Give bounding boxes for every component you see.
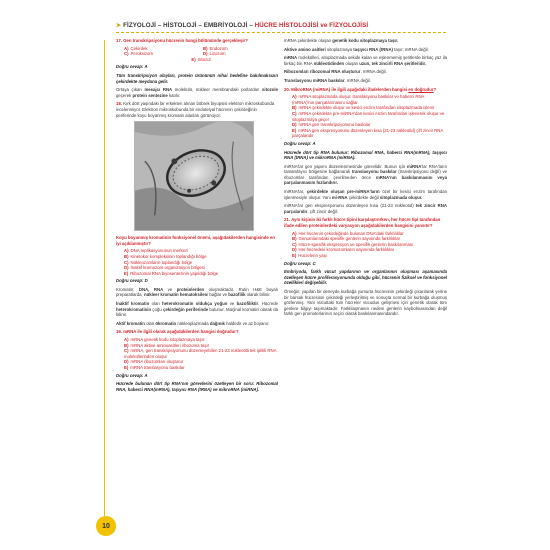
- question-20-options: [292, 94, 447, 139]
- option-b[interactable]: B) Endozom: [203, 45, 228, 51]
- option-b[interactable]: B) Kinetokor kompleksinin toplandığı bölge: [124, 253, 207, 259]
- option-a[interactable]: A) mRNA sitoplazmada oluşur, translasyonu baskılar ve haberci RNA (mRNA)'nın parçalanmasını sağlar: [292, 94, 425, 105]
- explanation-19-p3: mRNA molekülleri, sitoplazmada sekide kalan ve eşlenmemiş şeritlerde birkaç yüz ila birkaç bin RNA nükleotidinden oluşan uzun, tek zincirli RNA şeritleridir.: [284, 55, 447, 66]
- question-18: [116, 101, 278, 118]
- answer-20: Doğru cevap: A: [284, 140, 316, 146]
- option-d[interactable]: D) mRNA ribozomları oluşturur: [124, 359, 184, 365]
- explanation-21-summary: Embriyoda, farklı vücut yapılarının ve organlarının oluşması aşamasında özelleşen hücre proliferasyonunda olduğu gibi, hücrenin fiziksel ve fonksiyonel özellikleri değişebilir.: [284, 269, 447, 286]
- left-column: [116, 38, 278, 395]
- explanation-21-p1: Örneğin; yapılan bir deneyde kurbağa yumurta hücresinin çekirdeği çıkarılarak yerine bir barsak hücresinin çekirdeği yerleştirilmiş ve sonuçta normal bir kurbağa oluşmuş gözlenmiş. Yani vücuttaki tüm hücreler vücudun gelişmesi için genetik olarak tüm genlere bilgiyi taşımaktadır. Farklılaşmanın nedeni genlerin kaybolmasından değil farklı gen promoterlarının seçici olarak baskılanmasındandır.: [284, 288, 447, 317]
- question-text: Aynı kişinin iki farklı hücre tipini karşılaştırırken, her hücre tipi tarafından ifade edilen proteinlerdeki varyasyon aşağıdakilerden hangisini yansıtır?: [284, 217, 441, 229]
- question-number: 17.: [116, 38, 122, 43]
- question-text: Koyu boyanmış kromatinin fonksiyonel önemi, aşağıdakilerden hangisinde en iyi açıklanmıştır?: [116, 235, 276, 246]
- option-e[interactable]: E) mRNA gen ekspresyonunu düzenleyen kısa (21-23 nükleotid) çift zincir RNA parçalarıdır: [292, 127, 444, 139]
- question-text: mRNA ile ilgili olarak aşağıdakilerden hangisi doğrudur?: [123, 329, 239, 335]
- question-stem: Kırk dört yaşındaki bir erkekten alınan böbrek biyopsisi elektron mikroskobunda incelenmiyor. Elektron mikroskobunda bir endotelyal hücrenin çekirdeğinin periferinde koyu boyanmış kromatin alanları görünüyor.: [116, 101, 275, 118]
- question-number: 21.: [284, 217, 290, 223]
- explanation-20-summary: Hücrede dört tip RNA bulunur: Ribozomal RNA, haberci RNA(mRNA), taşıyıcı RNA (tRNA) ve mikroRNA (miRNA).: [284, 149, 447, 161]
- question-18-options: [124, 248, 278, 276]
- header-arrow-icon: ➤: [116, 22, 122, 29]
- header-chapter: HÜCRE HİSTOLOJİSİ ve FİZYOLOJİSİ: [254, 22, 369, 29]
- option-e[interactable]: E) Hücrelerin yaşı: [292, 253, 327, 258]
- question-20: [284, 87, 447, 93]
- page-edge-bar: [104, 40, 105, 518]
- explanation-18-p3: Aktif kromatin olan ökromatin nükleoplazmada dağınık haldedir ve az boyanır.: [116, 320, 270, 326]
- explanation-19-p5: Translasyonu miRNA baskılar, mRNA değil.: [284, 77, 371, 83]
- explanation-17: Ortaya çıkan mesajcı RNA molekülü, nükleer membrandaki porlardan sitozole geçerek protein sentezine katılır.: [116, 87, 278, 98]
- explanation-18-p2: İnaktif kromatin olan heterokromatin oldukça yoğun ve bazofiliktir. Hücrede heterokromatinin çoğu çekirdeğin periferinde bulunur. Marjinal kromatin olarak da bilinir.: [116, 301, 279, 318]
- option-d[interactable]: D) Lizozom: [203, 51, 226, 57]
- question-21: [284, 217, 447, 228]
- question-number: 20.: [284, 86, 290, 92]
- header-subject: FİZYOLOJİ – HİSTOLOJİ – EMBRİYOLOJİ –: [123, 22, 255, 29]
- option-c[interactable]: C) mRNA çekirdekte pre-miRNA'dan kesici enzim tarafından işlenerek oluşur ve sitoplazmaya geçer: [292, 110, 445, 122]
- answer-21: Doğru cevap: C: [284, 260, 316, 266]
- answer-19: Doğru cevap: A: [116, 372, 148, 378]
- question-number: 19.: [116, 329, 122, 335]
- option-e[interactable]: E) mRNA translasyonu baskılar: [124, 365, 185, 370]
- option-c[interactable]: C) mRNA, gen transkripsiyonunu düzenleyebilen 21-23 nükleotitli tek iplikli RNA moleküllerinden oluşur: [124, 348, 277, 359]
- question-17-options: [124, 46, 278, 63]
- explanation-19-p4: Ribozomları ribozomal RNA oluşturur, mRNA değil.: [284, 69, 387, 75]
- question-19: [116, 329, 278, 335]
- option-b[interactable]: B) Genomlarındaki spesifik genlerin sayısında farklılıklar: [292, 236, 401, 242]
- option-a[interactable]: A) Çekirdek: [124, 45, 148, 51]
- right-column: [284, 38, 447, 320]
- question-17: [116, 38, 278, 44]
- option-e[interactable]: E) Ribozomal RNA biyosentezinin yapıldığı bölge: [124, 270, 219, 276]
- question-text: Gen transkripsiyonu hücrenin hangi bölümünde gerçekleşir?: [123, 38, 248, 43]
- explanation-17-summary: Tüm transkripsiyon olayları, protein ürününün nihai hedefine bakılmaksızın çekirdekte meydana gelir.: [116, 72, 278, 84]
- explanation-18-p1: Kromatin; DNA, RNA ve proteinlerden oluşmaktadır. Rutin H&E boyalı preparatlarda, nükleer kromatin hematoksileni bağlar ve bazofilik olarak bilinir.: [116, 286, 278, 298]
- option-c[interactable]: C) Hücre-spesifik ekspresyon ve spesifik genlerin baskılanması: [292, 241, 414, 247]
- question-18-prompt: [116, 235, 278, 246]
- explanation-19-summary: Hücrede bulunan dört tip RNA'nın görevlerini özetleyen bir soru: Ribozomal RNA, haberci RNA(mRNA), taşıyıcı RNA (tRNA) ve mikroRNA (miRNA).: [116, 381, 278, 392]
- page-header: [116, 22, 368, 29]
- explanation-19-p1: mRNA çekirdekte oluşan genetik kodu sitoplazmaya taşır.: [284, 38, 399, 43]
- option-d[interactable]: D) Her hücredeki kromozomların sayısında farklılıklar: [292, 247, 395, 253]
- option-a[interactable]: A) DNA replikasyonunun merkezi: [124, 248, 189, 254]
- explanation-19-p2: Aktive amino asitleri sitoplazmaya taşıyıcı RNA (tRNA) taşır; mRNA değil.: [284, 46, 429, 52]
- option-d[interactable]: D) mRNA gen transkripsiyonunu baskılar: [292, 122, 371, 128]
- explanation-20-p2: miRNA'lar, çekirdekte oluşan pre-miRNA'ların özel bir kesici enzim tarafından işlenmesiyle oluşur. Yani mi-RNA çekirdekte değil sitoplazmada oluşur.: [284, 189, 447, 200]
- option-b[interactable]: B) mRNA aktive aminoasitleri ribozoma taşır: [124, 342, 210, 348]
- question-text: MikroRNA (miRNA) ile ilgili aşağıdaki ifadelerden hangisi en doğrudur?: [291, 86, 437, 92]
- question-number: 18.: [116, 101, 122, 107]
- page-number: 10: [96, 516, 116, 536]
- answer-17: Doğru cevap: A: [116, 64, 148, 70]
- option-a[interactable]: A) Her hücrenin çekirdeğinde bulunan DNA'daki farklılıklar: [292, 230, 404, 236]
- option-a[interactable]: A) mRNA genetik kodu sitoplazmaya taşır: [124, 337, 205, 343]
- option-b[interactable]: B) mRNA çekirdekte oluşur ve kesici enzim tarafından sitoplazmada işlenir: [292, 105, 435, 111]
- electron-micrograph-image: [134, 121, 254, 231]
- option-e[interactable]: E) Sitozol: [191, 56, 211, 62]
- header-divider: [116, 32, 446, 33]
- question-21-options: [292, 231, 447, 259]
- question-19-options: [124, 337, 278, 371]
- explanation-20-p1: miRNA'lar gen yapımı düzenlenmesinde görevlidir. Bunun için miRNA'lar RNA'ların tamamlayıcı bölgesine bağlanarak translasyonu baskılar (transkripsiyonu değil) ve ribozomlar tarafından çevrilmeden önce mRNA'nın baskılanmasını veya parçalanmasını hızlandırır.: [284, 163, 447, 186]
- option-d[interactable]: D) İnaktif kromozom organizasyon bölgesi: [124, 265, 205, 271]
- explanation-20-p3: miRNA'lar gen ekspresyonunu düzenleyen kısa (21-23 nükleotid) tek zincir RNA parçalarıdır, çift zincir değil.: [284, 203, 447, 214]
- option-c[interactable]: C) Peroksizom: [124, 51, 153, 57]
- option-c[interactable]: C) Nükleozomların toplandığı bölge: [124, 259, 193, 265]
- answer-18: Doğru cevap: D: [116, 278, 148, 284]
